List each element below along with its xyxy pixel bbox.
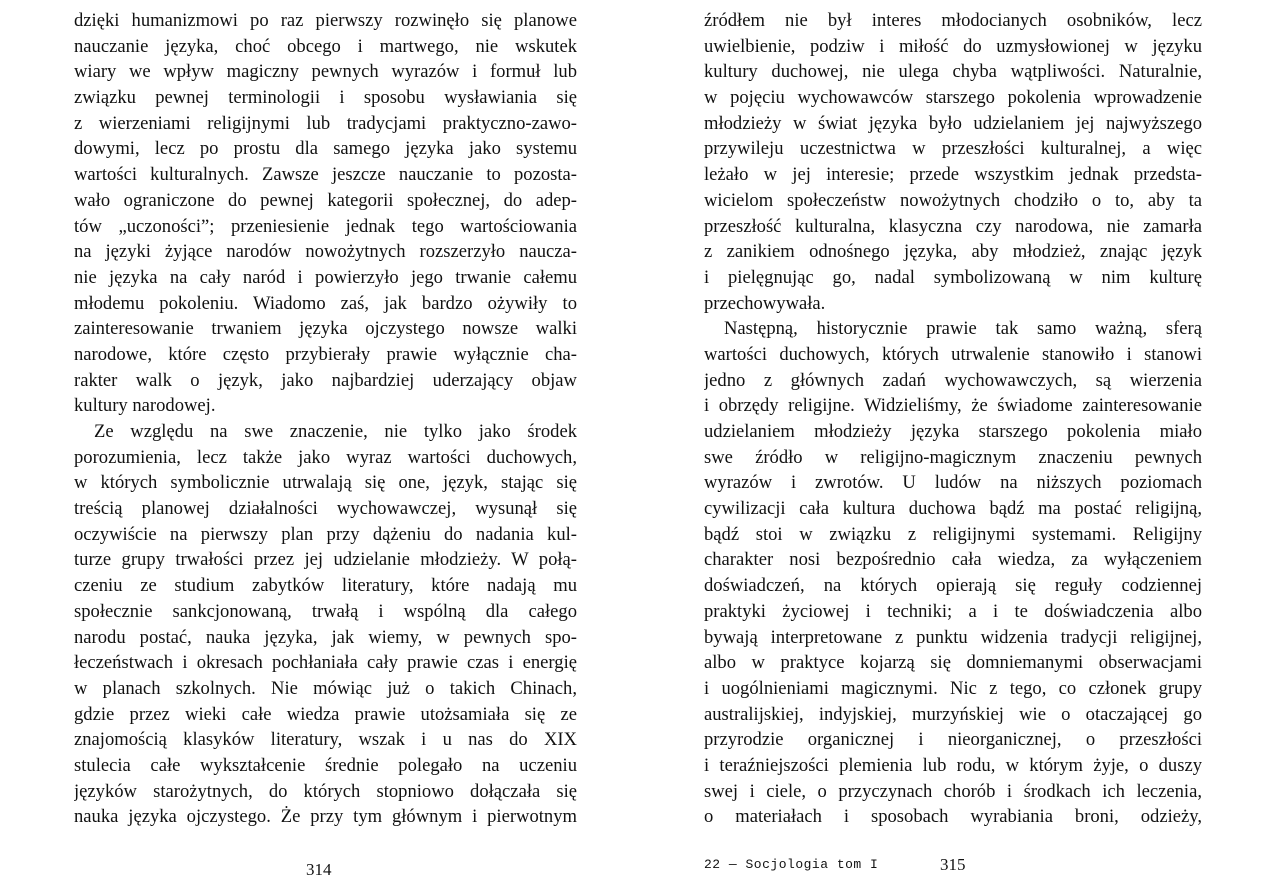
- text-line: oczywiście na pierwszy plan przy dążeniu do nadania kul-: [74, 523, 577, 545]
- text-line: wartości kulturalnych. Zawsze jeszcze nauczanie to pozosta-: [74, 164, 577, 186]
- text-line: rakter walk o język, jako najbardziej uderzający objaw: [74, 369, 577, 391]
- text-line: przeszłość kulturalna, klasyczna czy narodowa, nie zamarła: [704, 215, 1202, 237]
- text-line: stulecia całe wykształcenie średnie polegało na uczeniu: [74, 754, 577, 776]
- text-line: i obrzędy religijne. Widzieliśmy, że świadome zainteresowanie: [704, 395, 1202, 417]
- text-line: nauczanie języka, choć obcego i martwego, nie wskutek: [74, 35, 577, 57]
- text-line: wicielom społeczeństw nowożytnych chodziło o to, aby ta: [704, 189, 1202, 211]
- text-line: przechowywała.: [704, 292, 826, 314]
- text-line: turze grupy trwałości przez jej udzielanie młodzieży. W połą-: [74, 549, 577, 571]
- text-line: Ze względu na swe znaczenie, nie tylko jako środek: [94, 421, 577, 442]
- text-line: z wierzeniami religijnymi lub tradycjami praktyczno-zawo-: [74, 112, 577, 134]
- text-line: doświadczeń, na których opierają się reguły codziennej: [704, 575, 1202, 597]
- text-line: bądź stoi w związku z religijnymi systemami. Religijny: [704, 523, 1202, 545]
- text-line: o materiałach i sposobach wyrabiania broni, odzieży,: [704, 806, 1202, 828]
- text-line: australijskiej, indyjskiej, murzyńskiej wie o otaczającej go: [704, 703, 1202, 725]
- text-line: młodzieży w świat języka było udzielaniem jej najwyższego: [704, 112, 1202, 134]
- text-line: z zanikiem odnośnego języka, aby młodzież, znając język: [704, 241, 1202, 263]
- text-line: albo w praktyce kojarzą się domniemanymi obserwacjami: [704, 652, 1202, 674]
- text-line: uwielbienie, podziw i miłość do uzmysłowionej w języku: [704, 35, 1202, 57]
- text-line: leżało w jej interesie; przede wszystkim jednak przedsta-: [704, 164, 1202, 186]
- right-page-number: 315: [940, 855, 966, 874]
- signature-mark: 22 — Socjologia tom I: [704, 857, 879, 872]
- text-line: języków starożytnych, do których stopniowo dołączała się: [74, 780, 577, 802]
- left-page-number: 314: [306, 860, 332, 879]
- text-line: gdzie przez wieki całe wiedza prawie utożsamiała się ze: [74, 703, 577, 725]
- text-line: Następną, historycznie prawie tak samo ważną, sferą: [724, 318, 1202, 340]
- text-line: w których symbolicznie utrwalają się one, język, stając się: [74, 472, 577, 494]
- text-line: dowymi, lecz po prostu dla samego języka jako systemu: [74, 138, 577, 160]
- text-line: wartości duchowych, których utrwalenie stanowiło i stanowi: [704, 343, 1202, 365]
- text-line: przywileju uczestnictwa w przeszłości kulturalnej, a więc: [704, 138, 1202, 160]
- text-line: tów „uczoności”; przeniesienie jednak tego wartościowania: [74, 215, 577, 237]
- text-line: wiary we wpływ magiczny pewnych wyrazów i formuł lub: [74, 61, 577, 83]
- text-line: i pielęgnując go, nadal symbolizowaną w nim kulturę: [704, 266, 1202, 288]
- text-line: dzięki humanizmowi po raz pierwszy rozwinęło się planowe: [74, 10, 577, 31]
- text-line: treścią planowej działalności wychowawczej, wysunął się: [74, 498, 577, 520]
- left-page: [74, 8, 577, 830]
- text-line: w planach szkolnych. Nie mówiąc już o takich Chinach,: [74, 677, 577, 699]
- text-line: zainteresowanie trwaniem języka ojczystego nowsze walki: [74, 318, 577, 340]
- text-line: swe źródło w religijno-magicznym znaczeniu pewnych: [704, 446, 1202, 468]
- text-line: młodemu pokoleniu. Wiadomo zaś, jak bardzo ożywiły to: [74, 292, 577, 314]
- text-line: związku pewnej terminologii i sposobu wysławiania się: [74, 87, 577, 109]
- text-line: i uogólnieniami magicznymi. Nic z tego, co członek grupy: [704, 677, 1202, 699]
- text-line: czeniu ze studium zabytków literatury, które nadają mu: [74, 575, 577, 597]
- text-line: bywają interpretowane z punktu widzenia tradycji religijnej,: [704, 626, 1202, 648]
- text-line: swej i ciele, o przyczynach chorób i środkach ich leczenia,: [704, 780, 1202, 802]
- text-line: kultury duchowej, nie ulega chyba wątpliwości. Naturalnie,: [704, 61, 1202, 83]
- text-line: na języki żyjące narodów nowożytnych rozszerzyło naucza-: [74, 241, 577, 263]
- text-line: udzielaniem młodzieży języka starszego pokolenia miało: [704, 421, 1202, 442]
- text-line: i teraźniejszości plemienia lub rodu, w którym żyje, o duszy: [704, 754, 1202, 776]
- text-line: nie języka na cały naród i powierzyło jego trwanie całemu: [74, 266, 577, 288]
- text-line: narodu postać, nauka języka, jak wiemy, w pewnych spo-: [74, 626, 577, 648]
- text-line: źródłem nie był interes młodocianych osobników, lecz: [704, 10, 1202, 31]
- text-line: praktyki życiowej i techniki; a i te doświadczenia albo: [704, 600, 1202, 622]
- text-line: łeczeństwach i okresach pochłaniała cały prawie czas i energię: [74, 652, 577, 674]
- text-line: kultury narodowej.: [74, 395, 216, 417]
- text-line: charakter nosi bezpośrednio cała wiedza, za wyłączeniem: [704, 549, 1202, 571]
- text-line: porozumienia, lecz także jako wyraz wartości duchowych,: [74, 446, 577, 468]
- text-line: przyrodzie organicznej i nieorganicznej, o przeszłości: [704, 729, 1202, 751]
- text-line: w pojęciu wychowawców starszego pokolenia wprowadzenie: [704, 87, 1202, 109]
- text-line: narodowe, które często przybierały prawie wyłącznie cha-: [74, 343, 577, 365]
- text-line: społecznie sankcjonowaną, trwałą i wspólną dla całego: [74, 600, 577, 622]
- text-line: cywilizacji cała kultura duchowa bądź ma postać religijną,: [704, 498, 1202, 520]
- right-page: [704, 8, 1202, 830]
- text-line: wało ograniczone do pewnej kategorii społecznej, do adep-: [74, 189, 577, 211]
- text-line: jedno z głównych zadań wychowawczych, są wierzenia: [704, 369, 1202, 391]
- text-line: znajomością klasyków literatury, wszak i u nas do XIX: [74, 729, 577, 751]
- text-line: nauka języka ojczystego. Że przy tym głównym i pierwotnym: [74, 806, 577, 828]
- text-line: wyrazów i zwrotów. U ludów na niższych poziomach: [704, 472, 1202, 494]
